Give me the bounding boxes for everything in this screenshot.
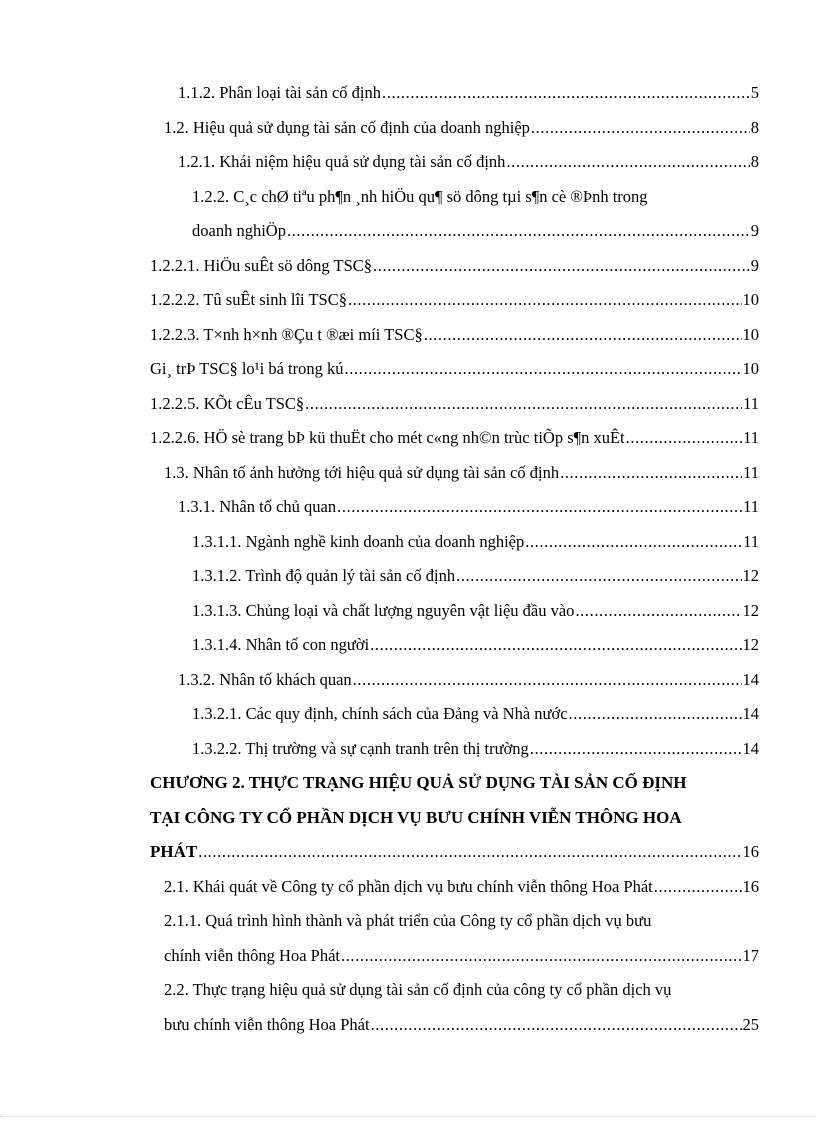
toc-entry-title: doanh nghiÖp (192, 221, 286, 240)
toc-page-number: 12 (742, 566, 759, 585)
toc-entry-title: chính viễn thông Hoa Phát (164, 945, 340, 965)
toc-page-number: 16 (742, 876, 759, 896)
toc-entry-title: PHÁT (150, 842, 198, 861)
toc-entry-title: 1.3.2.1. Các quy định, chính sách của Đảng và Nhà nước (192, 704, 568, 723)
toc-entry[interactable] (0, 628, 816, 663)
toc-entry-title: 1.2.2. C¸c chØ tiªu ph¶n ¸nh hiÖu qu¶ sö dông tµi s¶n cè ®Þnh trong (192, 186, 648, 206)
dot-leader (341, 939, 742, 974)
dot-leader (370, 628, 741, 663)
toc-page-number: 11 (743, 393, 759, 413)
toc-page-number: 9 (750, 221, 759, 240)
toc-entry-title: 1.3.1.1. Ngành nghề kinh doanh của doanh nghiệp (192, 531, 525, 551)
toc-entry[interactable] (0, 525, 816, 560)
toc-page-number: 11 (743, 462, 759, 482)
toc-entry-title: 1.2.2.3. T×nh h×nh ®Çu t ®æi míi TSC§ (150, 324, 423, 344)
toc-entry-title: 2.1. Khái quát về Công ty cổ phần dịch vụ bưu chính viễn thông Hoa Phát (164, 876, 653, 896)
toc-page-number: 16 (742, 842, 759, 861)
toc-page-number: 10 (742, 324, 759, 344)
toc-entry-title: 1.2.2.2. Tû suÊt sinh lîi TSC§ (150, 290, 347, 309)
toc-entry[interactable] (0, 490, 816, 525)
toc-entry-title: CHƯƠNG 2. THỰC TRẠNG HIỆU QUẢ SỬ DỤNG TÀI SẢN CỐ ĐỊNH (150, 773, 687, 792)
toc-entry[interactable] (0, 663, 816, 698)
toc-entry[interactable] (0, 421, 816, 456)
dot-leader (287, 214, 750, 249)
toc-entry[interactable] (0, 594, 816, 629)
toc-page-number: 14 (742, 704, 759, 723)
toc-entry-title: 1.3.1.2. Trình độ quản lý tài sản cố định (192, 566, 456, 585)
toc-entry[interactable] (0, 145, 816, 180)
toc-entry-title: 1.2.2.6. HÖ sè trang bÞ kü thuËt cho mét c«ng nh©n trùc tiÕp s¶n xuÊt (150, 428, 625, 447)
dot-leader (305, 387, 742, 422)
toc-entry-title: 1.2.2.1. HiÖu suÊt sö dông TSC§ (150, 255, 373, 275)
toc-entry[interactable] (0, 456, 816, 491)
dot-leader (525, 525, 742, 560)
dot-leader (373, 249, 750, 284)
toc-page-number: 8 (750, 152, 759, 171)
toc-chapter-entry[interactable] (0, 801, 816, 836)
page-bottom-rule (0, 1116, 816, 1117)
toc-entry-title: 1.2.1. Khái niệm hiệu quả sử dụng tài sản cố định (178, 152, 506, 171)
toc-entry[interactable] (0, 697, 816, 732)
toc-entry-title: 1.1.2. Phân loại tài sản cố định (178, 83, 382, 102)
toc-entry[interactable] (0, 76, 816, 111)
toc-entry-title: TẠI CÔNG TY CỔ PHẦN DỊCH VỤ BƯU CHÍNH VIỄN THÔNG HOA (150, 807, 682, 827)
toc-entry-title: 2.1.1. Quá trình hình thành và phát triển của Công ty cổ phần dịch vụ bưu (164, 911, 652, 930)
toc-page-number: 11 (743, 531, 759, 551)
dot-leader (506, 145, 749, 180)
dot-leader (344, 352, 741, 387)
dot-leader (456, 559, 741, 594)
dot-leader (337, 490, 742, 525)
toc-chapter-entry[interactable] (0, 766, 816, 801)
dot-leader (530, 732, 742, 767)
toc-entry-title: 1.2.2.5. KÕt cÊu TSC§ (150, 393, 305, 413)
toc-entry[interactable] (0, 180, 816, 215)
toc-page-number: 14 (742, 669, 759, 689)
toc-entry[interactable] (0, 973, 816, 1008)
dot-leader (371, 1008, 742, 1043)
toc-page-number: 5 (750, 83, 759, 102)
toc-entry-title: bưu chính viễn thông Hoa Phát (164, 1014, 370, 1034)
toc-entry[interactable] (0, 249, 816, 284)
toc-entry[interactable] (0, 318, 816, 353)
dot-leader (382, 76, 750, 111)
dot-leader (424, 318, 742, 353)
toc-entry-title: 1.3.2.2. Thị trường và sự cạnh tranh trên thị trường (192, 738, 529, 758)
dot-leader (560, 456, 742, 491)
toc-entry[interactable] (0, 214, 816, 249)
toc-entry-title: 1.3.1.4. Nhân tố con người (192, 635, 370, 654)
toc-entry[interactable] (0, 904, 816, 939)
toc-entry[interactable] (0, 732, 816, 767)
toc-entry-title: Gi¸ trÞ TSC§ lo¹i bá trong kú (150, 359, 344, 378)
toc-entry[interactable] (0, 559, 816, 594)
toc-page-number: 11 (743, 428, 759, 447)
toc-entry[interactable] (0, 1008, 816, 1043)
dot-leader (569, 697, 742, 732)
toc-entry-title: 1.3.1.3. Chủng loại và chất lượng nguyên vật liệu đầu vào (192, 600, 575, 620)
toc-page-number: 12 (742, 600, 759, 620)
toc-page-number: 10 (742, 359, 759, 378)
dot-leader (626, 421, 742, 456)
dot-leader (348, 283, 742, 318)
dot-leader (198, 835, 741, 870)
toc-entry[interactable] (0, 387, 816, 422)
toc-entry-title: 2.2. Thực trạng hiệu quả sử dụng tài sản cố định của công ty cổ phần dịch vụ (164, 980, 672, 999)
toc-entry-title: 1.3.1. Nhân tố chủ quan (178, 497, 337, 516)
toc-entry-title: 1.2. Hiệu quả sử dụng tài sản cố định của doanh nghiệp (164, 117, 530, 137)
toc-entry[interactable] (0, 939, 816, 974)
dot-leader (654, 870, 742, 905)
toc-page-number: 8 (750, 117, 759, 137)
toc-page-number: 11 (743, 497, 759, 516)
toc-entry[interactable] (0, 870, 816, 905)
dot-leader (575, 594, 741, 629)
toc-entry[interactable] (0, 352, 816, 387)
toc-page-number: 14 (742, 738, 759, 758)
table-of-contents (0, 76, 816, 1042)
dot-leader (353, 663, 742, 698)
toc-chapter-entry[interactable] (0, 835, 816, 870)
toc-entry[interactable] (0, 111, 816, 146)
toc-entry[interactable] (0, 283, 816, 318)
toc-page-number: 17 (742, 945, 759, 965)
dot-leader (531, 111, 750, 146)
toc-entry-title: 1.3. Nhân tố ảnh hưởng tới hiệu quả sử dụng tài sản cố định (164, 462, 560, 482)
toc-page-number: 9 (750, 255, 759, 275)
toc-page-number: 10 (742, 290, 759, 309)
toc-page-number: 12 (742, 635, 759, 654)
toc-page-number: 25 (742, 1014, 759, 1034)
toc-entry-title: 1.3.2. Nhân tố khách quan (178, 669, 352, 689)
